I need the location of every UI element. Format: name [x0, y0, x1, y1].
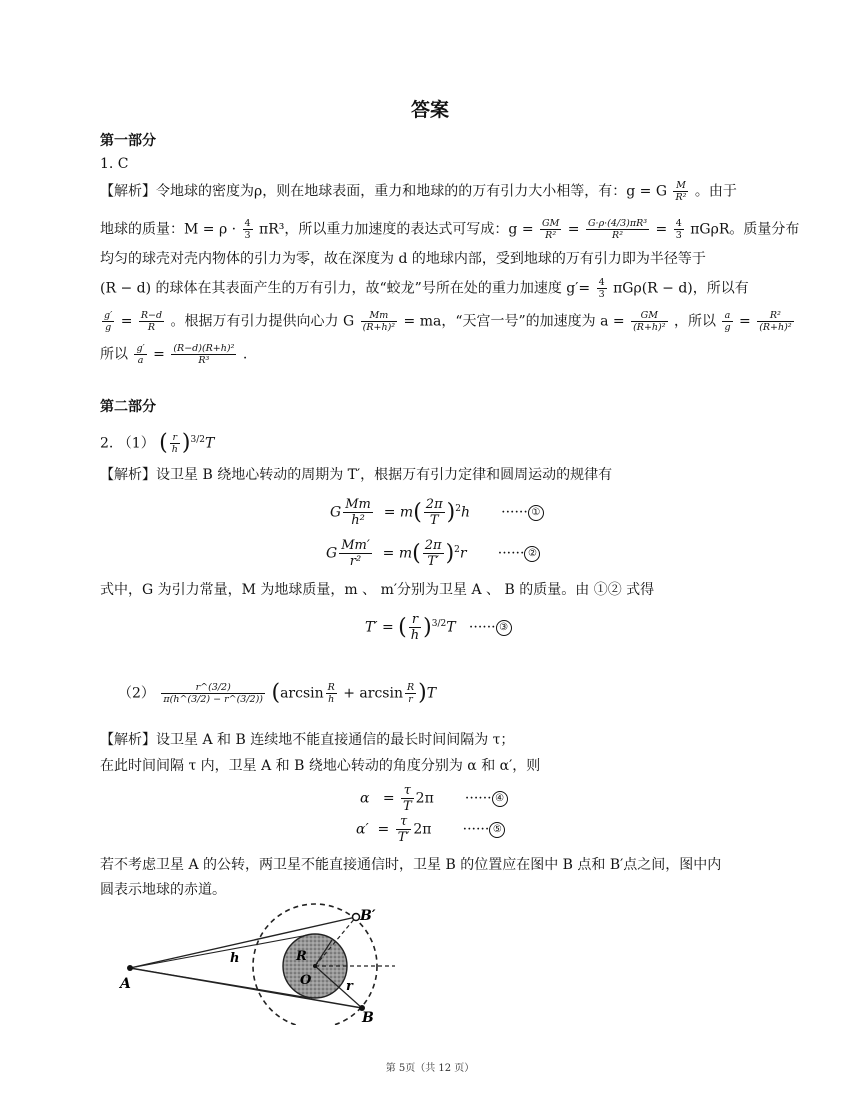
- part1-line1-text: 【解析】令地球的密度为ρ，则在地球表面，重力和地球的的万有引力大小相等，有：g = G: [100, 183, 668, 200]
- frac-4-3-c: $\frac{4}{3}$: [598, 277, 605, 300]
- point-a: [127, 965, 133, 971]
- equation-1: G $\frac{Mm}{\text{h²}}$ = m( $\frac{2\pi}{T}$ )$^2$h ······ ①: [330, 497, 544, 528]
- part2-exp6: 圆表示地球的赤道。: [100, 882, 226, 898]
- label-r-orbit: r: [346, 979, 353, 994]
- q2-1-line: 2. （1） ( $\frac{r}{h}$ )$^{3/2}$T: [100, 430, 215, 456]
- label-bp: B′: [360, 908, 376, 924]
- frac-gp-g: $\frac{g'}{g}$: [104, 310, 113, 333]
- frac-r-h: $\frac{r}{h}$: [171, 432, 178, 456]
- label-b: B: [362, 1010, 374, 1025]
- q2-2-line: （2） $\frac{r\^{}(3/2)}{\pi(h\^{}(3/2) - r\^{}(3/2))}$ (arcsin $\frac{R}{h}$ + arcsin $\frac{R}{r}$ )T: [118, 680, 437, 706]
- eq2-marker: ②: [524, 546, 540, 562]
- part1-line4-b: πGρ(R − d)，所以有: [613, 280, 749, 297]
- part2-exp1: 【解析】设卫星 B 绕地心转动的周期为 T′，根据万有引力定律和圆周运动的规律有: [100, 467, 613, 483]
- part1-heading: 第一部分: [100, 133, 156, 149]
- part1-line2-c: =: [567, 221, 584, 238]
- part1-line1: [100, 180, 737, 203]
- frac-Mm-Rh2: $\frac{Mm}{\text{(R+h)²}}$: [362, 310, 396, 333]
- equation-4: α = $\frac{\tau}{T}$ 2π ······ ④: [360, 783, 508, 814]
- label-h: h: [230, 951, 240, 966]
- part1-line6-b: =: [153, 346, 170, 363]
- frac-q2-2: $\frac{r\^{}(3/2)}{\pi(h\^{}(3/2) - r\^{}(3/2))}$: [163, 682, 264, 705]
- part1-line2-e: πGρR。质量分布: [690, 221, 800, 238]
- part1-line5-b: = ma，“天宫一号”的加速度为 a =: [403, 313, 630, 330]
- point-o: [313, 964, 317, 968]
- label-r-earth: R: [296, 949, 307, 964]
- label-a: A: [120, 976, 131, 992]
- equation-5: α′ = $\frac{\tau}{T'}$ 2π ······ ⑤: [356, 814, 505, 845]
- part1-line4-a: (R − d) 的球体在其表面产生的万有引力，故“蛟龙”号所在处的重力加速度 g′=: [100, 280, 595, 297]
- eq4-marker: ④: [492, 791, 508, 807]
- page-footer: 第 5页（共 12 页）: [385, 1063, 475, 1074]
- part2-exp3: 【解析】设卫星 A 和 B 连续地不能直接通信的最长时间间隔为 τ；: [100, 732, 515, 748]
- label-o: O: [300, 973, 312, 988]
- point-bp: [353, 914, 360, 921]
- frac-GM-R2: $\frac{GM}{\text{R²}}$: [542, 218, 560, 241]
- frac-4-3: $\frac{4}{3}$: [244, 218, 251, 241]
- part1-line5-d: =: [739, 313, 756, 330]
- eq5-marker: ⑤: [489, 822, 505, 838]
- part2-heading: 第二部分: [100, 399, 156, 415]
- part1-line2-b: πR³，所以重力加速度的表达式可写成：g =: [259, 221, 538, 238]
- part1-line4: [100, 277, 749, 300]
- part1-line2-d: =: [655, 221, 672, 238]
- q2-2-label: （2）: [118, 685, 155, 702]
- frac-GM-Rh2: $\frac{GM}{\text{(R+h)²}}$: [633, 310, 666, 333]
- frac-gp-a: $\frac{g'}{a}$: [136, 343, 145, 366]
- part1-line5-a: 。根据万有引力提供向心力 G: [170, 313, 355, 330]
- part1-line6-a: 所以: [100, 346, 133, 363]
- equation-2: G $\frac{Mm'}{\text{r²}}$ = m( $\frac{2\pi}{T'}$ )$^2$r ······ ②: [326, 538, 540, 569]
- part1-line1-tail: 。由于: [694, 183, 737, 200]
- orbit-diagram: [110, 900, 410, 1025]
- part1-line3: 均匀的球壳对壳内物体的引力为零，故在深度为 d 的地球内部，受到地球的万有引力即为半径等于: [100, 251, 706, 267]
- page-title: 答案: [410, 99, 449, 121]
- frac-a-g: $\frac{a}{g}$: [724, 310, 731, 333]
- frac-result: $\frac{\text{(R−d)(R+h)²}}{\text{R³}}$: [173, 343, 235, 366]
- part2-exp4: 在此时间间隔 τ 内，卫星 A 和 B 绕地心转动的角度分别为 α 和 α′，则: [100, 758, 541, 774]
- frac-G-rho-R3: $\frac{\text{G·ρ·(4/3)πR³}}{\text{R²}}$: [587, 218, 648, 241]
- part1-line6: [100, 343, 247, 366]
- frac-4-3-b: $\frac{4}{3}$: [675, 218, 682, 241]
- line-a-to-tangent: [130, 935, 308, 968]
- part1-line6-c: .: [242, 346, 248, 363]
- part1-line2-a: 地球的质量：M = ρ ·: [100, 221, 241, 238]
- part1-answer: 1. C: [100, 156, 129, 172]
- part2-exp2: 式中，G 为引力常量，M 为地球质量，m 、 m′分别为卫星 A 、 B 的质量。由 ①② 式得: [100, 582, 655, 598]
- eq1-marker: ①: [528, 505, 544, 521]
- part1-line2: [100, 218, 799, 241]
- frac-R2-Rh2: $\frac{\text{R²}}{\text{(R+h)²}}$: [759, 310, 792, 333]
- q2-1-label: 2. （1）: [100, 435, 155, 452]
- part1-line5-c: ，所以: [674, 313, 721, 330]
- part2-exp5: 若不考虑卫星 A 的公转，两卫星不能直接通信时，卫星 B 的位置应在图中 B 点和 B′点之间，图中内: [100, 857, 722, 873]
- eq3-marker: ③: [496, 620, 512, 636]
- frac-Rd-R: $\frac{R-d}{R}$: [140, 310, 163, 333]
- frac-M-R2: $\frac{M}{\text{R²}}$: [675, 180, 687, 203]
- equation-3: T′ = ( $\frac{r}{h}$ )$^{3/2}$T ······ ③: [365, 612, 512, 643]
- part1-line5: $\frac{g'}{g}$ = $\frac{R-d}{R}$ 。根据万有引力提供向心力 G $\frac{Mm}{\text{(R+h)²}}$ = ma，“天宫一号”的加速度为 a = $\frac{GM}{\text{(R+h)²}}$ ，所以 $\frac{a}{g}$ = $\frac{\text{R²}}{\text{(R+h)²}}$: [104, 310, 792, 333]
